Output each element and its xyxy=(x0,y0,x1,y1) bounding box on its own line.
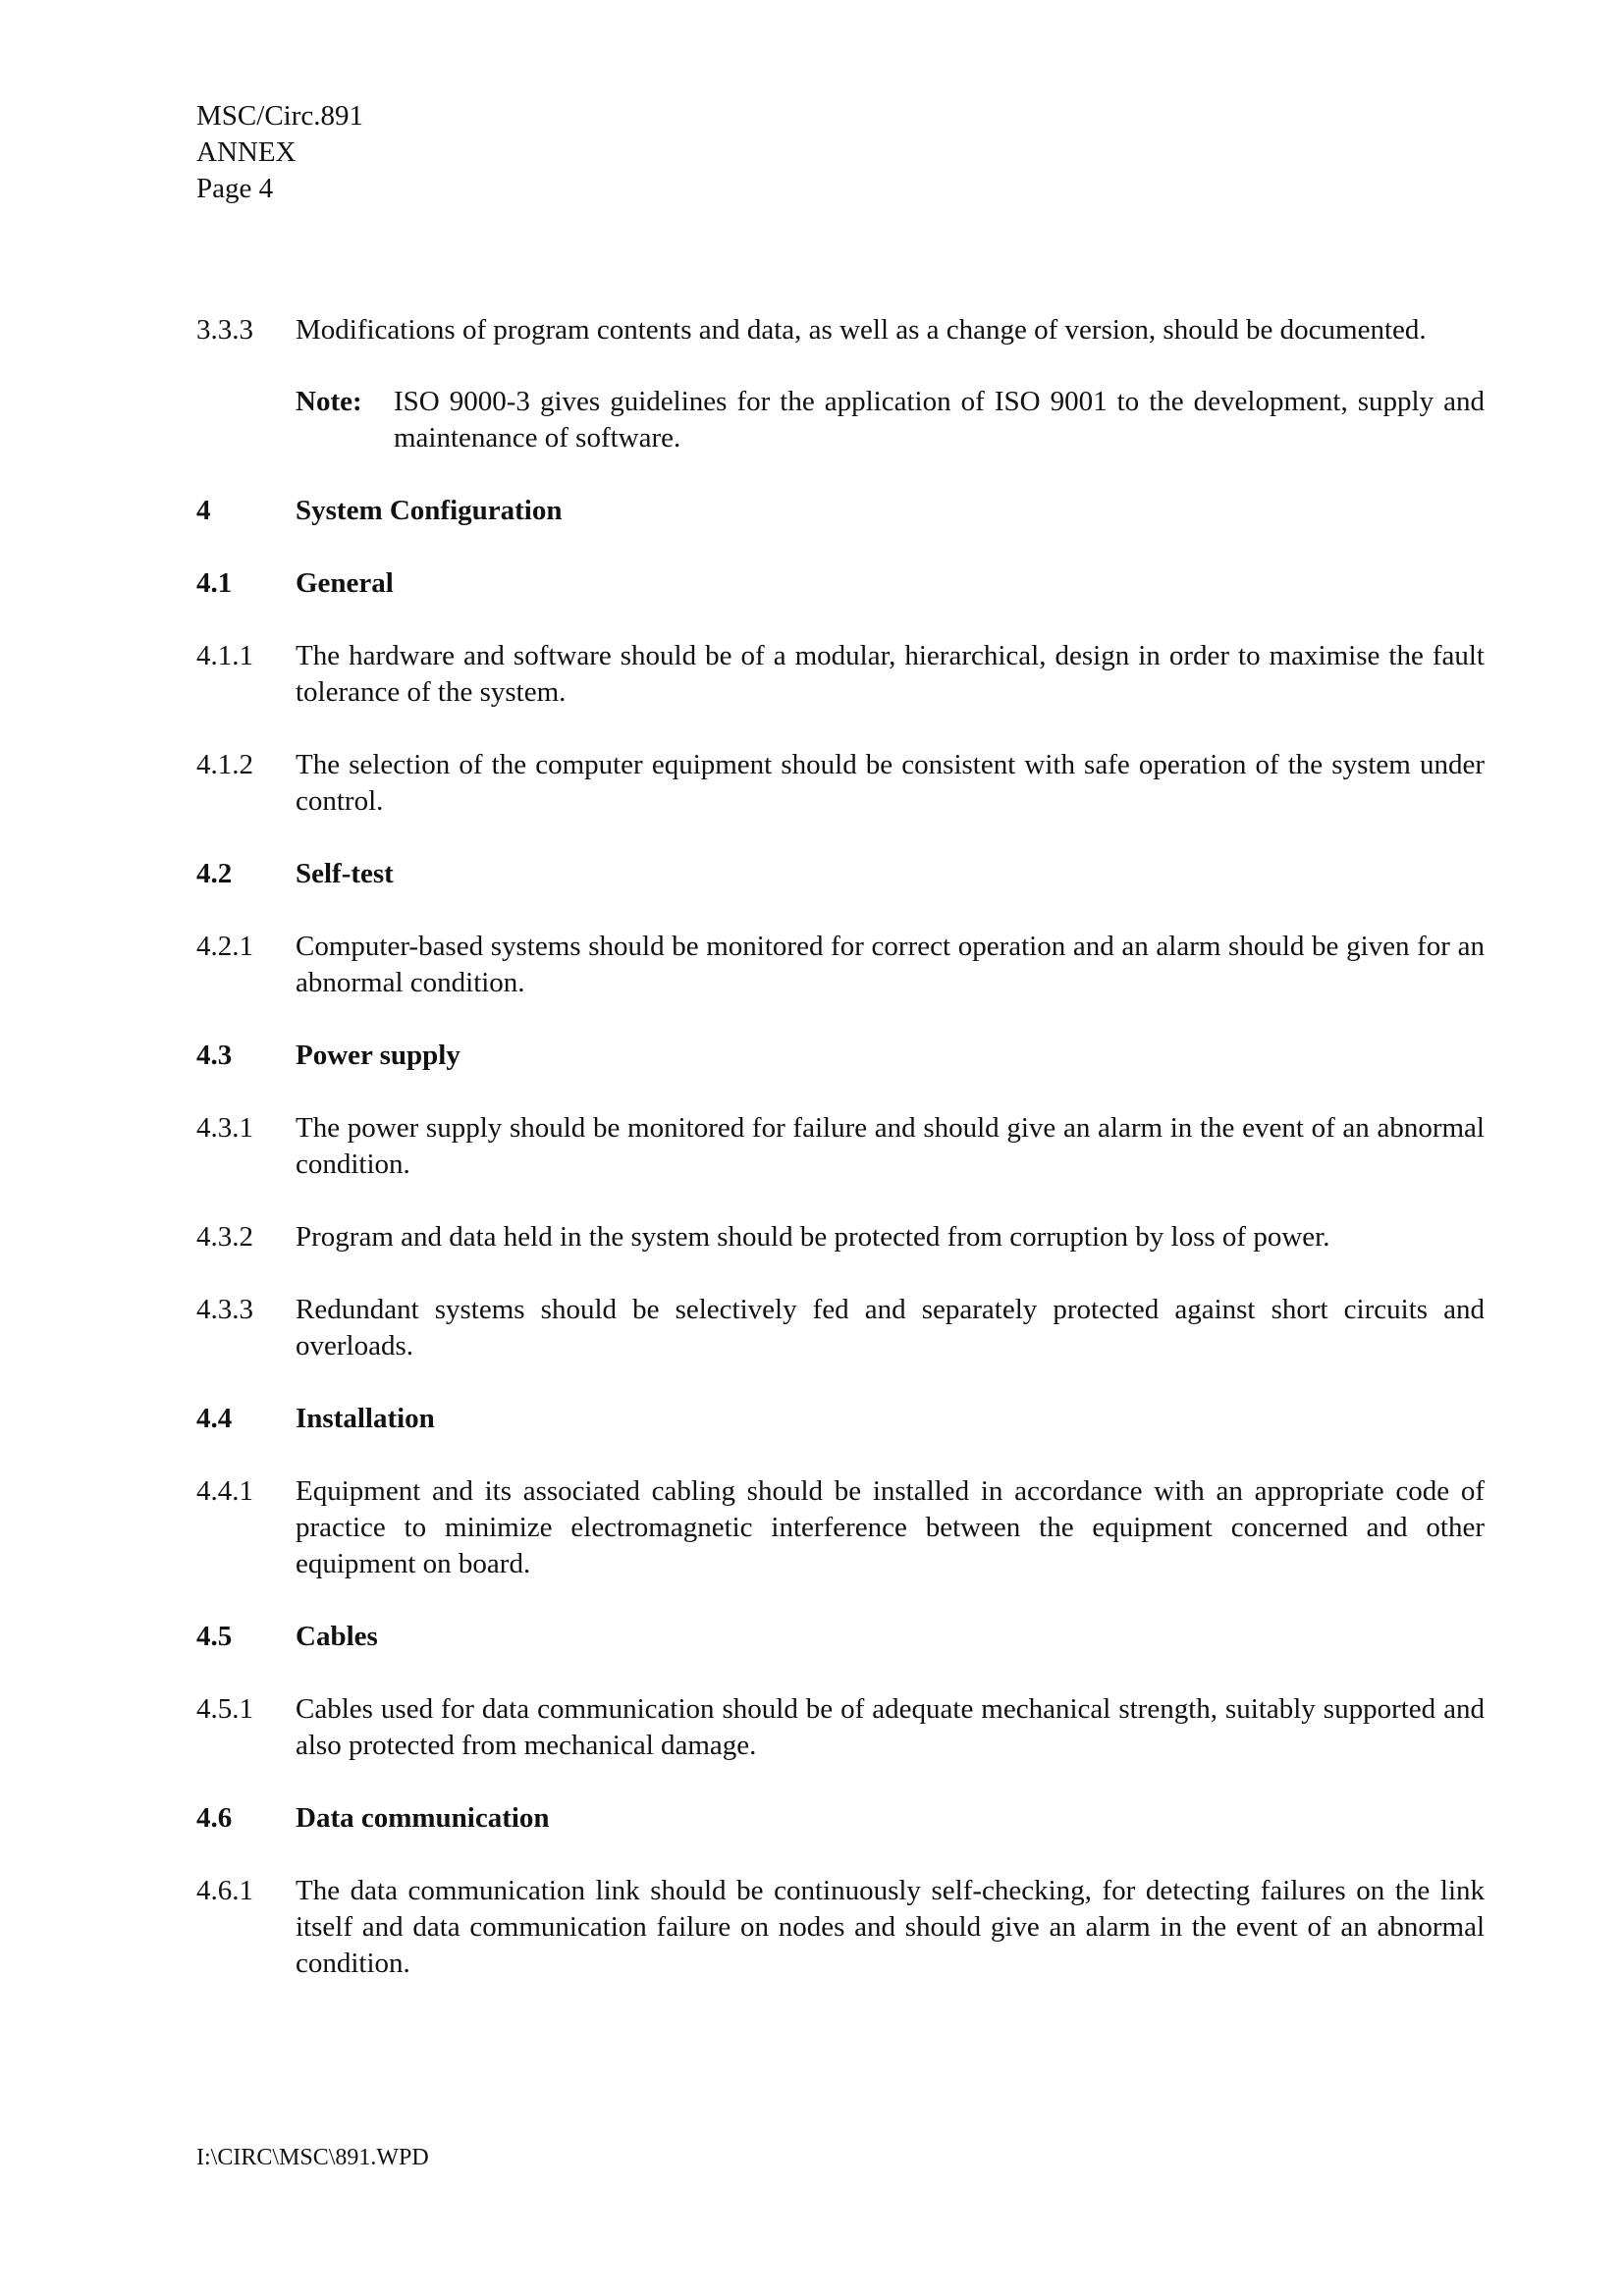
paragraph-4-1-1 xyxy=(196,638,1485,711)
section-heading: System Configuration xyxy=(296,495,563,526)
heading-4-5 xyxy=(196,1619,1485,1655)
section-heading: Installation xyxy=(296,1403,435,1434)
section-heading: General xyxy=(296,567,394,599)
document-reference: MSC/Circ.891 xyxy=(196,100,363,132)
section-heading: Data communication xyxy=(296,1802,550,1834)
section-number: 4.2 xyxy=(196,858,233,889)
paragraph-number: 4.3.2 xyxy=(196,1221,253,1253)
section-number: 4.1 xyxy=(196,567,233,599)
section-heading: Self-test xyxy=(296,858,394,889)
section-number: 4.6 xyxy=(196,1802,233,1834)
paragraph-text: Cables used for data communication should be of adequate mechanical strength, suitably supported and also protected from mechanical damage. xyxy=(296,1693,1485,1761)
paragraph-4-5-1 xyxy=(196,1691,1485,1764)
section-number: 4.5 xyxy=(196,1621,233,1652)
paragraph-number: 4.1.2 xyxy=(196,749,253,780)
document-body xyxy=(196,312,1485,1982)
note xyxy=(296,384,1485,456)
paragraph-3-3-3 xyxy=(196,312,1485,348)
paragraph-text: The selection of the computer equipment should be consistent with safe operation of the system under control. xyxy=(296,749,1485,817)
paragraph-text: Redundant systems should be selectively fed and separately protected against short circuits and overloads. xyxy=(296,1294,1485,1362)
paragraph-text: Computer-based systems should be monitored for correct operation and an alarm should be given for an abnormal condition. xyxy=(296,931,1485,998)
heading-4-1 xyxy=(196,565,1485,602)
note-label: Note: xyxy=(296,386,362,417)
paragraph-4-3-2 xyxy=(196,1219,1485,1255)
paragraph-4-4-1 xyxy=(196,1473,1485,1582)
section-number: 4 xyxy=(196,495,211,526)
paragraph-number: 3.3.3 xyxy=(196,314,253,346)
paragraph-4-3-1 xyxy=(196,1110,1485,1183)
heading-4 xyxy=(196,493,1485,529)
section-heading: Power supply xyxy=(296,1040,460,1071)
paragraph-4-3-3 xyxy=(196,1292,1485,1364)
note-text: ISO 9000-3 gives guidelines for the application of ISO 9001 to the development, supply and maintenance of software. xyxy=(394,386,1485,454)
page-number: Page 4 xyxy=(196,173,274,204)
paragraph-text: The hardware and software should be of a modular, hierarchical, design in order to maximise the fault tolerance of the system. xyxy=(296,640,1485,708)
paragraph-number: 4.3.3 xyxy=(196,1294,253,1325)
paragraph-text: The power supply should be monitored for failure and should give an alarm in the event of an abnormal condition. xyxy=(296,1112,1485,1180)
paragraph-text: The data communication link should be continuously self-checking, for detecting failures on the link itself and data communication failure on nodes and should give an alarm in the event of an abnormal condition. xyxy=(296,1875,1485,1979)
page-header xyxy=(196,98,363,207)
heading-4-2 xyxy=(196,856,1485,892)
paragraph-text: Modifications of program contents and data, as well as a change of version, should be documented. xyxy=(296,314,1427,346)
annex-label: ANNEX xyxy=(196,136,297,168)
paragraph-4-2-1 xyxy=(196,929,1485,1001)
paragraph-4-1-2 xyxy=(196,747,1485,820)
section-heading: Cables xyxy=(296,1621,378,1652)
paragraph-number: 4.4.1 xyxy=(196,1475,253,1507)
paragraph-number: 4.1.1 xyxy=(196,640,253,671)
file-path-footer: I:\CIRC\MSC\891.WPD xyxy=(196,2145,429,2170)
heading-4-3 xyxy=(196,1038,1485,1074)
paragraph-number: 4.3.1 xyxy=(196,1112,253,1144)
section-number: 4.4 xyxy=(196,1403,233,1434)
paragraph-text: Equipment and its associated cabling should be installed in accordance with an appropriate code of practice to minimize electromagnetic interference between the equipment concerned and other equipment on board. xyxy=(296,1475,1485,1579)
heading-4-6 xyxy=(196,1800,1485,1837)
paragraph-number: 4.5.1 xyxy=(196,1693,253,1725)
section-number: 4.3 xyxy=(196,1040,233,1071)
paragraph-number: 4.6.1 xyxy=(196,1875,253,1906)
paragraph-number: 4.2.1 xyxy=(196,931,253,962)
heading-4-4 xyxy=(196,1401,1485,1437)
paragraph-text: Program and data held in the system should be protected from corruption by loss of power. xyxy=(296,1221,1330,1253)
paragraph-4-6-1 xyxy=(196,1873,1485,1982)
